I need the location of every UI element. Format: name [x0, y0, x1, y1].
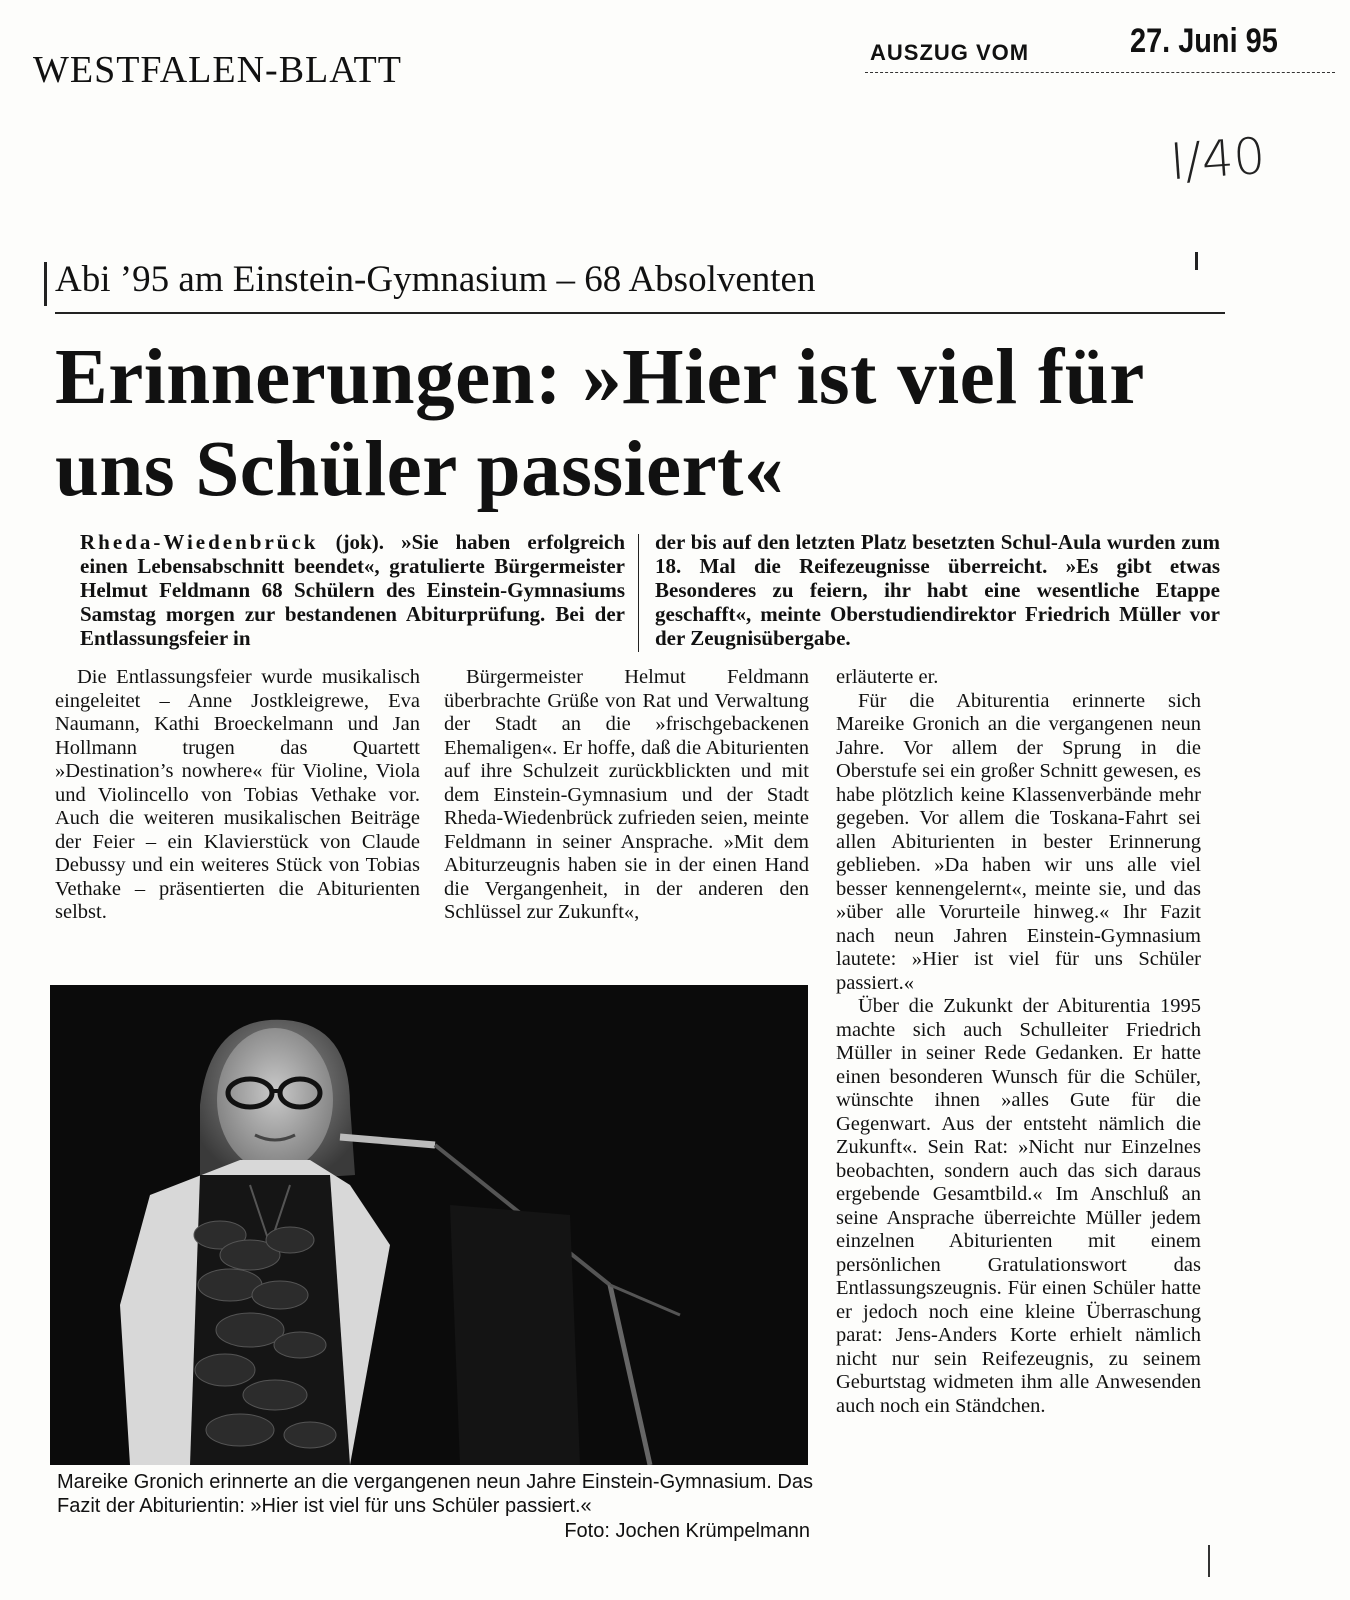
article-photo — [50, 985, 808, 1465]
body-paragraph: Bürgermeister Helmut Feldmann überbrachte Grüße von Rat und Verwaltung der Stadt an die »frischgebackenen Ehemaligen«. Er hoffe, daß die Abiturienten auf ihre Schulzeit zurückblickten und mit dem Einstein-Gymnasium und der Stadt Rheda-Wiedenbrück zufrieden seien, meinte Feldmann in seiner Ansprache. »Mit dem Abiturzeugnis haben sie in der einen Hand die Vergangenheit, in der anderen den Schlüssel zur Zukunft«, — [444, 666, 809, 923]
photo-illustration — [50, 985, 808, 1465]
body-column-1 — [55, 666, 420, 925]
lead-divider — [638, 534, 639, 652]
headline: Erinnerungen: »Hier ist viel für uns Schüler passiert« — [55, 334, 1144, 513]
lead-paragraph-1 — [80, 530, 625, 650]
lead-paragraph-2: der bis auf den letzten Platz besetzten Schul-Aula wurden zum 18. Mal die Reifezeugnisse überreicht. »Es gibt etwas Besonderes zu feiern, ihr habt eine wesentliche Etappe geschafft«, meinte Oberstudiendirektor Friedrich Müller vor der Zeugnisübergabe. — [655, 530, 1220, 650]
photo-caption: Mareike Gronich erinnerte an die vergangenen neun Jahre Einstein-Gymnasium. Das Fazit der Abiturientin: »Hier ist viel für uns Schüler passiert.« — [57, 1471, 813, 1517]
masthead: WESTFALEN-BLATT — [33, 49, 402, 91]
body-column-2 — [444, 666, 809, 925]
kicker-bar — [44, 262, 47, 306]
body-paragraph: Über die Zukunkt der Abiturentia 1995 machte sich auch Schulleiter Friedrich Müller in seiner Rede Gedanken. Er hatte einen besonderen Wunsch für die Schüler, wünschte ihnen »alles Gute für die Gegenwart. Aus der entsteht nämlich die Zukunft«. Sein Rat: »Nicht nur Einzelnes beobachten, sondern auch das sich daraus ergebende Gesamtbild.« Im Anschluß an seine Ansprache überreichte Müller jedem einzelnen Abiturienten mit einem persönlichen Gratulationswort das Entlassungszeugnis. Für einen Schüler hatte er jedoch noch eine kleine Überraschung parat: Jens-Anders Korte erhielt nämlich nicht nur sein Reifezeugnis, zu seinem Geburtstag widmeten ihm alle Anwesenden auch noch ein Ständchen. — [836, 995, 1201, 1417]
handwritten-reference: I/40 — [1168, 126, 1268, 192]
margin-mark — [1195, 252, 1198, 270]
photo-credit: Foto: Jochen Krümpelmann — [564, 1520, 810, 1542]
body-paragraph: Die Entlassungsfeier wurde musikalisch eingeleitet – Anne Jostkleigrewe, Eva Naumann, Kathi Broeckelmann und Jan Hollmann trugen das Quartett »Destination’s nowhere« für Violine, Viola und Violincello von Tobias Vethake vor. Auch die weiteren musikalischen Beiträge der Feier – ein Klavierstück von Claude Debussy und ein weiteres Stück von Tobias Vethake – präsentierten die Abiturienten selbst. — [55, 666, 420, 923]
body-column-3 — [836, 666, 1201, 1418]
extract-date: 27. Juni 95 — [1130, 22, 1278, 60]
article-end-mark — [1208, 1545, 1210, 1577]
lead-text-1: (jok). »Sie haben erfolgreich einen Lebensabschnitt beendet«, gratulierte Bürgermeister Helmut Feldmann 68 Schülern des Einstein-Gymnasiums Samstag morgen zur bestandenen Abiturprüfung. Bei der Entlassungsfeier in — [80, 530, 625, 650]
body-paragraph: Für die Abiturentia erinnerte sich Mareike Gronich an die vergangenen neun Jahre. Vor allem der Sprung in die Oberstufe sei ein großer Schnitt gewesen, es habe plötzlich keine Klassenverbände mehr gegeben. Vor allem die Toskana-Fahrt sei allen Abiturienten in bester Erinnerung geblieben. »Da haben wir uns alle viel besser kennengelernt«, meinte sie, und das »über alle Vorurteile hinweg.« Ihr Fazit nach neun Jahren Einstein-Gymnasium lautete: »Hier ist viel für uns Schüler passiert.« — [836, 689, 1201, 994]
header-rule — [865, 72, 1335, 73]
extract-label: AUSZUG VOM — [870, 40, 1030, 65]
kicker: Abi ’95 am Einstein-Gymnasium – 68 Absolventen — [55, 259, 816, 300]
kicker-rule — [55, 312, 1225, 314]
body-paragraph-continued: erläuterte er. — [836, 666, 939, 688]
dateline: Rheda-Wiedenbrück — [80, 530, 319, 554]
